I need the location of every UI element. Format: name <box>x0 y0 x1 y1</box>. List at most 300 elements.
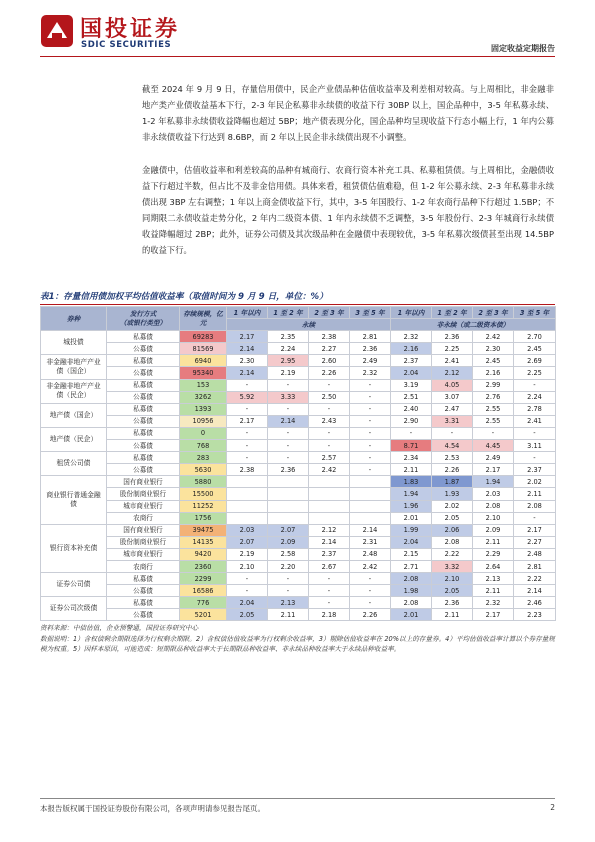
table-row <box>41 524 556 536</box>
size-cell: 3262 <box>180 391 227 403</box>
table-row <box>41 597 556 609</box>
source-note: 资料来源：中债估值，企业预警通，国投证券研究中心 <box>40 624 199 632</box>
table-row <box>41 355 556 367</box>
yield-cell: 2.45 <box>514 343 556 355</box>
issue-type-cell: 公募债 <box>107 391 180 403</box>
yield-cell: 2.47 <box>432 403 473 415</box>
yield-cell: 2.34 <box>391 452 432 464</box>
issue-type-cell: 农商行 <box>107 512 180 524</box>
table-row <box>41 403 556 415</box>
table-row <box>41 500 556 512</box>
header-group-perpetual: 永续 <box>227 319 391 331</box>
size-cell: 6940 <box>180 355 227 367</box>
yield-cell: 2.27 <box>309 343 350 355</box>
size-cell: 69283 <box>180 331 227 343</box>
table-row <box>41 343 556 355</box>
yield-cell: - <box>227 427 268 439</box>
logo-text-cn: 国投证券 <box>80 17 181 42</box>
yield-cell: 2.38 <box>227 464 268 476</box>
category-cell: 非金融非地产产业债（国企） <box>41 355 107 379</box>
table-row <box>41 560 556 572</box>
yield-cell: - <box>350 403 391 415</box>
yield-cell: 2.14 <box>514 585 556 597</box>
yield-cell: - <box>227 379 268 391</box>
yield-cell: 2.30 <box>473 343 514 355</box>
yield-cell: 2.38 <box>309 331 350 343</box>
table-notes <box>40 623 555 655</box>
size-cell: 95340 <box>180 367 227 379</box>
yield-cell: 2.26 <box>309 367 350 379</box>
yield-cell: - <box>309 379 350 391</box>
yield-cell: 1.98 <box>391 585 432 597</box>
yield-cell: 2.02 <box>432 500 473 512</box>
yield-cell: 2.12 <box>432 367 473 379</box>
issue-type-cell: 私募债 <box>107 573 180 585</box>
yield-cell: 2.07 <box>227 536 268 548</box>
header-tenor: 2 至 3 年 <box>473 307 514 319</box>
yield-cell: 2.55 <box>473 403 514 415</box>
issue-type-cell: 私募债 <box>107 427 180 439</box>
yield-cell: 1.99 <box>391 524 432 536</box>
yield-cell: - <box>391 427 432 439</box>
yield-cell: 2.16 <box>391 343 432 355</box>
yield-cell: 1.94 <box>391 488 432 500</box>
issue-type-cell: 公募债 <box>107 609 180 621</box>
yield-cell: 2.57 <box>309 452 350 464</box>
yield-cell: 2.30 <box>227 355 268 367</box>
yield-cell: - <box>309 573 350 585</box>
yield-cell <box>309 476 350 488</box>
yield-cell <box>309 512 350 524</box>
table-row <box>41 512 556 524</box>
yield-cell: - <box>268 452 309 464</box>
yield-cell <box>227 476 268 488</box>
yield-cell: 2.13 <box>268 597 309 609</box>
yield-cell: - <box>268 427 309 439</box>
header-tenor: 1 至 2 年 <box>432 307 473 319</box>
yield-cell: 2.05 <box>432 512 473 524</box>
yield-cell <box>350 476 391 488</box>
yield-cell: 2.17 <box>514 524 556 536</box>
issue-type-cell: 公募债 <box>107 585 180 597</box>
yield-cell: - <box>227 585 268 597</box>
yield-cell: 2.17 <box>227 415 268 427</box>
yield-cell: 2.22 <box>432 548 473 560</box>
yield-cell <box>227 512 268 524</box>
yield-cell: 2.07 <box>268 524 309 536</box>
category-cell: 证券公司债 <box>41 573 107 597</box>
yield-table <box>40 306 556 621</box>
yield-cell: - <box>514 452 556 464</box>
yield-cell: - <box>268 379 309 391</box>
yield-cell: - <box>309 597 350 609</box>
yield-cell: 4.45 <box>473 440 514 452</box>
yield-cell: 2.14 <box>227 367 268 379</box>
yield-cell: - <box>514 427 556 439</box>
yield-cell: 2.11 <box>473 585 514 597</box>
yield-cell: 2.13 <box>473 573 514 585</box>
yield-cell: 2.26 <box>350 609 391 621</box>
yield-cell: - <box>350 415 391 427</box>
yield-cell: - <box>432 427 473 439</box>
yield-cell: 2.11 <box>391 464 432 476</box>
table-title-divider <box>40 304 555 305</box>
issue-type-cell: 私募债 <box>107 452 180 464</box>
table-row <box>41 548 556 560</box>
paragraph-2: 金融债中，估值收益率和利差较高的品种有城商行、农商行资本补充工具、私募租赁债。与上周相比，金融债收益下行超过半数，但占比不及非金信用债。具体来看，租赁债估值难稳，但 1-2 年公募永续、2-3 年私募非永续债出现 3BP 左右调整；1 年以上商金债收益下行，其中，3-5 年国股行、1-2 年农商行品种下行超过 1.5BP；不同期限二永债收益走势分化，2 年内二级资本债、1 年内永续债不乏调整，3-5 年股份行、2-3 年城商行永续债收益降幅超过 2BP；此外，证券公司债及其次级品种在金融债中表现较优，3-5 年私募次级债甚至出现 14.5BP 的收益下行。 <box>142 165 554 255</box>
issue-type-cell: 公募债 <box>107 367 180 379</box>
size-cell: 283 <box>180 452 227 464</box>
yield-cell: - <box>268 440 309 452</box>
issue-type-cell: 股份制商业银行 <box>107 536 180 548</box>
yield-cell: 2.14 <box>268 415 309 427</box>
yield-cell: 2.14 <box>309 536 350 548</box>
yield-cell <box>227 500 268 512</box>
size-cell: 39475 <box>180 524 227 536</box>
yield-cell: 2.78 <box>514 403 556 415</box>
yield-cell: 2.24 <box>514 391 556 403</box>
data-explanation: 数据说明：1）含权债剩余期限选择为行权剩余期限。2）含权债估值收益率为行权剩余收益率，3）剔除估值收益率在 20%以上的存量券。4）平均估值收益率计算以个券存量规模为权重。5）因样本原因，可能造成：短期限品种收益率大于长期限品种收益率、非永续品种收益率大于永续品种收益率。 <box>40 634 555 653</box>
yield-cell: 2.24 <box>268 343 309 355</box>
yield-cell: 2.26 <box>432 464 473 476</box>
table-row <box>41 367 556 379</box>
yield-cell: 2.81 <box>350 331 391 343</box>
issue-type-cell: 私募债 <box>107 379 180 391</box>
yield-cell: 2.67 <box>309 560 350 572</box>
yield-cell: 2.70 <box>514 331 556 343</box>
size-cell: 0 <box>180 427 227 439</box>
category-cell: 地产债（国企） <box>41 403 107 427</box>
yield-cell: 4.54 <box>432 440 473 452</box>
category-cell: 银行资本补充债 <box>41 524 107 572</box>
yield-cell: 2.08 <box>473 500 514 512</box>
footer-divider <box>40 798 555 799</box>
yield-cell: - <box>227 440 268 452</box>
yield-cell: - <box>350 391 391 403</box>
size-cell: 10956 <box>180 415 227 427</box>
yield-cell: 2.19 <box>227 548 268 560</box>
yield-cell: 2.08 <box>391 573 432 585</box>
issue-type-cell: 公募债 <box>107 464 180 476</box>
yield-cell <box>309 500 350 512</box>
yield-cell: - <box>350 597 391 609</box>
header-bond-type: 券种 <box>41 307 107 331</box>
page-number: 2 <box>550 803 555 812</box>
yield-cell: 2.99 <box>473 379 514 391</box>
yield-cell: 2.08 <box>514 500 556 512</box>
yield-cell: - <box>514 512 556 524</box>
yield-cell: - <box>268 573 309 585</box>
yield-cell: - <box>350 585 391 597</box>
logo-text-en: SDIC SECURITIES <box>81 40 172 50</box>
issue-type-cell: 私募债 <box>107 331 180 343</box>
yield-cell: 2.42 <box>309 464 350 476</box>
yield-cell: 2.08 <box>432 536 473 548</box>
yield-cell: - <box>350 452 391 464</box>
issue-type-cell: 国有商业银行 <box>107 476 180 488</box>
yield-cell: 2.10 <box>473 512 514 524</box>
category-cell: 非金融非地产产业债（民企） <box>41 379 107 403</box>
yield-cell: 2.36 <box>432 331 473 343</box>
yield-cell: 2.29 <box>473 548 514 560</box>
issue-type-cell: 公募债 <box>107 440 180 452</box>
yield-cell: 2.10 <box>432 573 473 585</box>
table-row <box>41 452 556 464</box>
yield-cell: 2.76 <box>473 391 514 403</box>
yield-cell: - <box>227 403 268 415</box>
header-tenor: 1 至 2 年 <box>268 307 309 319</box>
yield-cell <box>350 512 391 524</box>
header-tenor: 2 至 3 年 <box>309 307 350 319</box>
yield-cell: 2.17 <box>473 464 514 476</box>
yield-cell: 1.93 <box>432 488 473 500</box>
yield-cell: 2.25 <box>514 367 556 379</box>
yield-cell: 2.35 <box>268 331 309 343</box>
issue-type-cell: 私募债 <box>107 403 180 415</box>
header-tenor: 3 至 5 年 <box>350 307 391 319</box>
issue-type-cell: 农商行 <box>107 560 180 572</box>
issue-type-cell: 国有商业银行 <box>107 524 180 536</box>
yield-cell: 2.10 <box>227 560 268 572</box>
header-divider <box>40 56 555 57</box>
yield-cell: 2.41 <box>514 415 556 427</box>
yield-cell: 2.37 <box>391 355 432 367</box>
size-cell: 16586 <box>180 585 227 597</box>
size-cell: 1393 <box>180 403 227 415</box>
category-cell: 商业银行普通金融债 <box>41 476 107 524</box>
yield-cell: 2.46 <box>514 597 556 609</box>
table-row <box>41 440 556 452</box>
yield-cell: - <box>227 573 268 585</box>
yield-cell: - <box>350 427 391 439</box>
issue-type-cell: 私募债 <box>107 597 180 609</box>
yield-cell: 2.04 <box>391 367 432 379</box>
table-row <box>41 488 556 500</box>
size-cell: 5880 <box>180 476 227 488</box>
yield-cell: 2.22 <box>514 573 556 585</box>
yield-cell: 4.05 <box>432 379 473 391</box>
yield-cell: 2.03 <box>227 524 268 536</box>
yield-cell: - <box>227 452 268 464</box>
issue-type-cell: 公募债 <box>107 415 180 427</box>
yield-cell: 2.23 <box>514 609 556 621</box>
yield-cell: 2.01 <box>391 512 432 524</box>
yield-table-body <box>41 307 556 621</box>
yield-cell: 2.69 <box>514 355 556 367</box>
header-tenor: 3 至 5 年 <box>514 307 556 319</box>
yield-cell: 3.19 <box>391 379 432 391</box>
yield-cell: 5.92 <box>227 391 268 403</box>
yield-cell: 2.16 <box>473 367 514 379</box>
yield-cell: 2.48 <box>514 548 556 560</box>
yield-cell: 2.12 <box>309 524 350 536</box>
yield-cell: 2.09 <box>268 536 309 548</box>
yield-cell: 2.51 <box>391 391 432 403</box>
yield-cell: 2.20 <box>268 560 309 572</box>
table-row <box>41 415 556 427</box>
size-cell: 768 <box>180 440 227 452</box>
yield-cell: - <box>309 403 350 415</box>
yield-cell: 2.09 <box>473 524 514 536</box>
size-cell: 81569 <box>180 343 227 355</box>
yield-cell: - <box>514 379 556 391</box>
yield-cell: 2.11 <box>473 536 514 548</box>
yield-cell: 2.50 <box>309 391 350 403</box>
yield-cell: 2.32 <box>391 331 432 343</box>
logo-mark-icon <box>40 14 74 48</box>
header-group-nonperpetual: 非永续（或二级资本债） <box>391 319 556 331</box>
issue-type-cell: 公募债 <box>107 343 180 355</box>
size-cell: 153 <box>180 379 227 391</box>
yield-cell: 2.17 <box>473 609 514 621</box>
category-cell: 城投债 <box>41 331 107 355</box>
table-row <box>41 573 556 585</box>
yield-cell: 2.60 <box>309 355 350 367</box>
yield-cell <box>350 488 391 500</box>
yield-cell: - <box>309 585 350 597</box>
yield-cell: 2.95 <box>268 355 309 367</box>
yield-cell: - <box>473 427 514 439</box>
table-row <box>41 585 556 597</box>
yield-cell: 2.04 <box>227 597 268 609</box>
issue-type-cell: 股份制商业银行 <box>107 488 180 500</box>
yield-cell: 2.37 <box>309 548 350 560</box>
yield-cell: 2.71 <box>391 560 432 572</box>
issue-type-cell: 城市商业银行 <box>107 548 180 560</box>
yield-cell <box>268 488 309 500</box>
yield-cell: 8.71 <box>391 440 432 452</box>
paragraph-1: 截至 2024 年 9 月 9 日，存量信用债中，民企产业债品种估值收益率及利差相对较高。与上周相比，非金融非地产类产业债收益基本下行，2-3 年民企私募非永续债的收益下行 30BP 以上，国企品种中，3-5 年私募永续、1-2 年私募非永续债收益降幅也超过 5BP；地产债表现分化，国企品种均呈现收益下行态小幅上行，1 年内公募非永续债收益下行达到 8.6BP，而 2 年以上民企非永续债出现不小调整。 <box>142 84 554 142</box>
size-cell: 1756 <box>180 512 227 524</box>
yield-cell: 1.96 <box>391 500 432 512</box>
yield-cell: 2.25 <box>432 343 473 355</box>
yield-cell: 2.14 <box>227 343 268 355</box>
category-cell: 租赁公司债 <box>41 452 107 476</box>
table-title: 表1：存量信用债加权平均估值收益率（取值时间为 9 月 9 日，单位：%） <box>40 292 328 302</box>
yield-cell: 2.41 <box>432 355 473 367</box>
yield-cell <box>227 488 268 500</box>
yield-cell: 2.14 <box>350 524 391 536</box>
category-cell: 地产债（民企） <box>41 427 107 451</box>
yield-cell: 2.05 <box>432 585 473 597</box>
header-size: 存续规模，亿元 <box>180 307 227 331</box>
yield-cell: 2.11 <box>268 609 309 621</box>
yield-cell: 2.53 <box>432 452 473 464</box>
yield-cell: - <box>268 585 309 597</box>
yield-cell: 2.43 <box>309 415 350 427</box>
yield-cell: 2.42 <box>473 331 514 343</box>
size-cell: 5201 <box>180 609 227 621</box>
category-cell: 证券公司次级债 <box>41 597 107 621</box>
table-row <box>41 391 556 403</box>
size-cell: 11252 <box>180 500 227 512</box>
yield-cell: 2.06 <box>432 524 473 536</box>
size-cell: 15500 <box>180 488 227 500</box>
yield-cell: 2.18 <box>309 609 350 621</box>
yield-cell: 2.32 <box>350 367 391 379</box>
table-row <box>41 536 556 548</box>
yield-cell: 2.48 <box>350 548 391 560</box>
yield-cell <box>350 500 391 512</box>
yield-cell: 2.03 <box>473 488 514 500</box>
size-cell: 776 <box>180 597 227 609</box>
yield-cell: 2.36 <box>350 343 391 355</box>
yield-cell: 1.94 <box>473 476 514 488</box>
yield-cell: 2.90 <box>391 415 432 427</box>
yield-cell: - <box>350 440 391 452</box>
size-cell: 2360 <box>180 560 227 572</box>
yield-cell: 3.31 <box>432 415 473 427</box>
yield-cell: 2.37 <box>514 464 556 476</box>
yield-cell: 2.45 <box>473 355 514 367</box>
yield-cell: - <box>309 427 350 439</box>
yield-cell: - <box>350 379 391 391</box>
yield-cell <box>309 488 350 500</box>
header-issue-method: 发行方式 （或银行类型） <box>107 307 180 331</box>
yield-cell <box>268 476 309 488</box>
report-type: 固定收益定期报告 <box>491 44 555 53</box>
issue-type-cell: 城市商业银行 <box>107 500 180 512</box>
size-cell: 9420 <box>180 548 227 560</box>
yield-cell: 3.33 <box>268 391 309 403</box>
footer-disclaimer: 本报告版权属于国投证券股份有限公司，各项声明请参见报告尾页。 <box>40 804 265 813</box>
yield-cell: 2.31 <box>350 536 391 548</box>
yield-cell: 2.32 <box>473 597 514 609</box>
yield-cell: 2.15 <box>391 548 432 560</box>
header-tenor: 1 年以内 <box>391 307 432 319</box>
table-row <box>41 427 556 439</box>
yield-cell: 2.36 <box>268 464 309 476</box>
yield-cell <box>268 512 309 524</box>
yield-cell: 2.36 <box>432 597 473 609</box>
yield-cell: 2.49 <box>350 355 391 367</box>
yield-cell: 2.08 <box>391 597 432 609</box>
yield-cell: 3.11 <box>514 440 556 452</box>
table-row <box>41 379 556 391</box>
header-row-1 <box>41 307 556 319</box>
table-row <box>41 464 556 476</box>
yield-cell: - <box>350 573 391 585</box>
yield-cell: 2.01 <box>391 609 432 621</box>
yield-cell: 2.05 <box>227 609 268 621</box>
yield-cell: 2.11 <box>514 488 556 500</box>
yield-cell <box>268 500 309 512</box>
yield-cell: - <box>268 403 309 415</box>
size-cell: 5630 <box>180 464 227 476</box>
yield-cell: 2.11 <box>432 609 473 621</box>
yield-cell: 2.58 <box>268 548 309 560</box>
yield-cell: - <box>350 464 391 476</box>
size-cell: 14135 <box>180 536 227 548</box>
yield-cell: 2.64 <box>473 560 514 572</box>
yield-cell: 2.02 <box>514 476 556 488</box>
yield-cell: 3.07 <box>432 391 473 403</box>
yield-cell: - <box>309 440 350 452</box>
yield-cell: 2.42 <box>350 560 391 572</box>
yield-cell: 3.32 <box>432 560 473 572</box>
table-row <box>41 609 556 621</box>
yield-cell: 2.04 <box>391 536 432 548</box>
table-row <box>41 476 556 488</box>
yield-cell: 2.19 <box>268 367 309 379</box>
table-row <box>41 331 556 343</box>
yield-cell: 1.87 <box>432 476 473 488</box>
yield-cell: 2.55 <box>473 415 514 427</box>
yield-cell: 1.83 <box>391 476 432 488</box>
size-cell: 2299 <box>180 573 227 585</box>
yield-cell: 2.27 <box>514 536 556 548</box>
yield-cell: 2.40 <box>391 403 432 415</box>
